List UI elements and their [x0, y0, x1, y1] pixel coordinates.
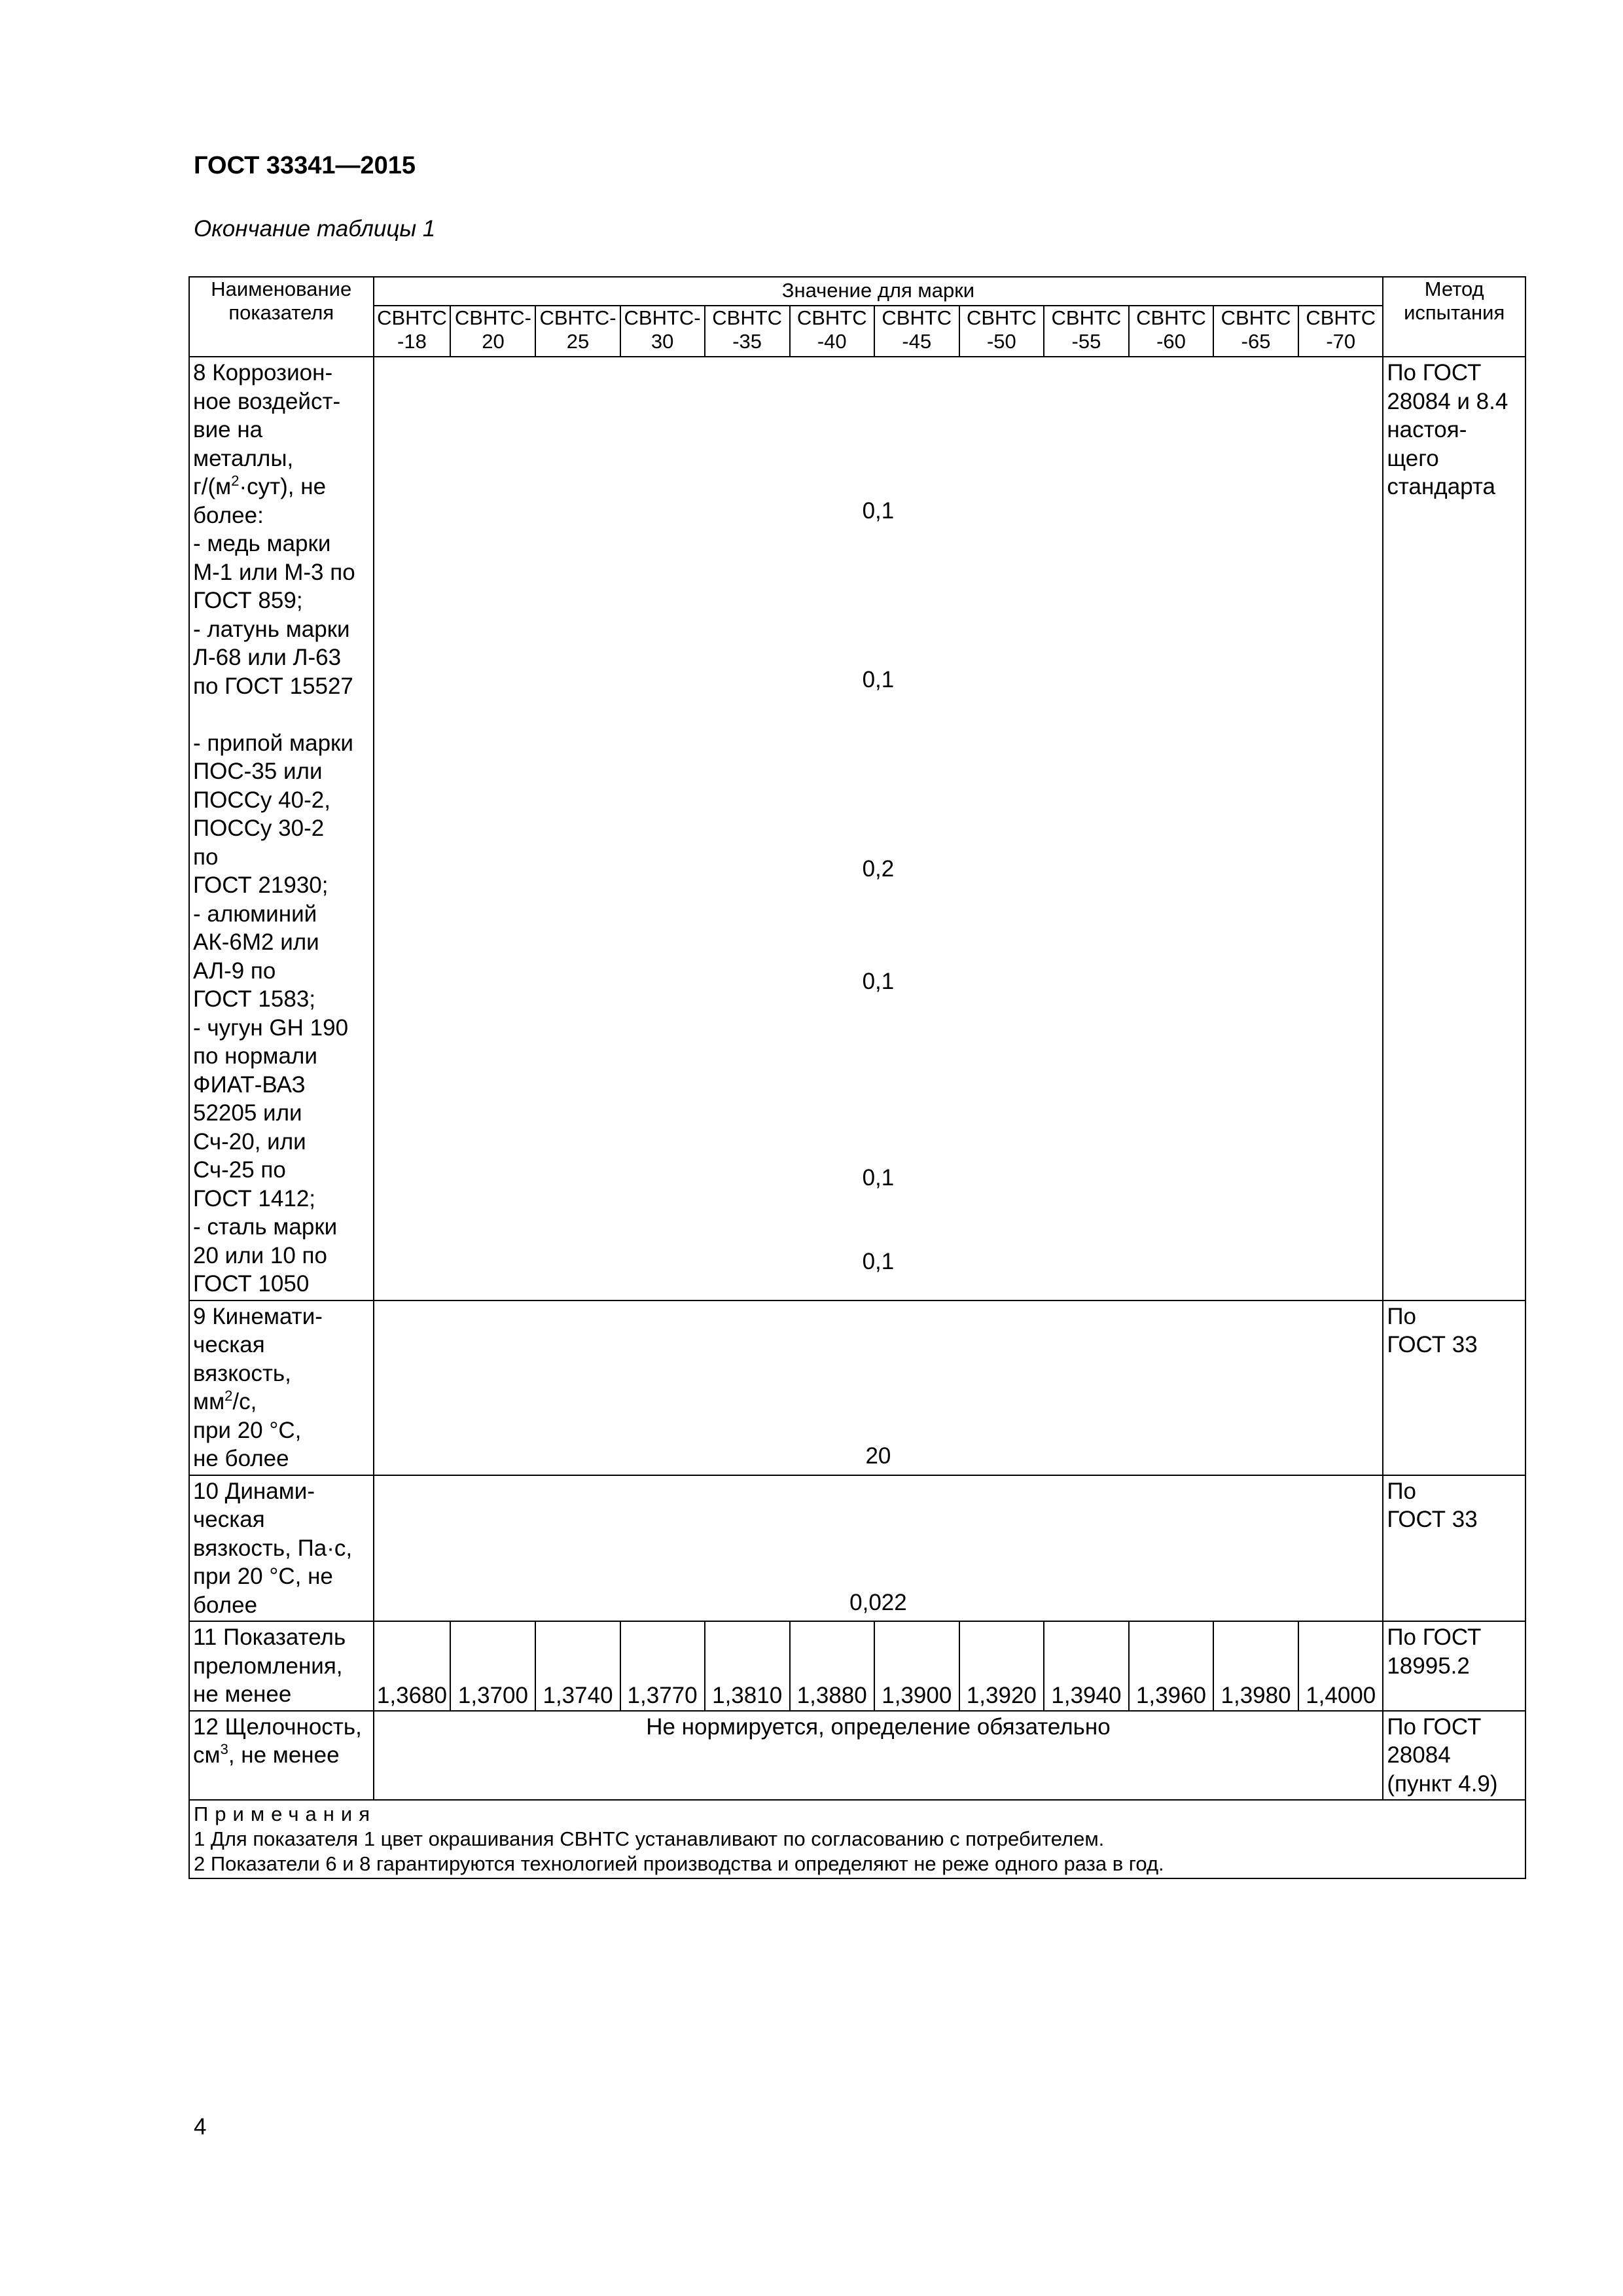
table-caption: Окончание таблицы 1 — [194, 216, 436, 242]
row12-method: По ГОСТ 28084 (пункт 4.9) — [1383, 1711, 1525, 1801]
mark-header: СВНТС -40 — [790, 306, 874, 357]
mark-header: СВНТС -55 — [1044, 306, 1129, 357]
mark-header: СВНТС -60 — [1129, 306, 1213, 357]
refractive-index-value: 1,3810 — [705, 1621, 790, 1711]
row8-method: По ГОСТ 28084 и 8.4 настоя- щего стандарта — [1383, 357, 1525, 1300]
value-kinematic-viscosity: 20 — [865, 1443, 891, 1469]
refractive-index-value: 1,3980 — [1213, 1621, 1298, 1711]
refractive-index-value: 1,3900 — [874, 1621, 959, 1711]
row11-method: По ГОСТ 18995.2 — [1383, 1621, 1525, 1711]
row9-values — [374, 1300, 1383, 1475]
mark-header: СВНТС- 25 — [535, 306, 620, 357]
note-item: 2 Показатели 6 и 8 гарантируются технологией производства и определяют не реже одного раза в год. — [194, 1852, 1164, 1875]
mark-header: СВНТС- 20 — [450, 306, 535, 357]
value-aluminium: 0,1 — [862, 969, 895, 994]
refractive-index-value: 1,4000 — [1298, 1621, 1383, 1711]
properties-table — [188, 276, 1526, 1879]
refractive-index-value: 1,3680 — [374, 1621, 451, 1711]
mark-header: СВНТС -50 — [959, 306, 1044, 357]
row11-name: 11 Показатель преломления, не менее — [189, 1621, 374, 1711]
mark-header: СВНТС -45 — [874, 306, 959, 357]
header-name: Наименование показателя — [189, 277, 374, 357]
refractive-index-value: 1,3940 — [1044, 1621, 1129, 1711]
document-title: ГОСТ 33341—2015 — [194, 152, 416, 179]
value-dynamic-viscosity: 0,022 — [849, 1589, 907, 1615]
page-number: 4 — [194, 2114, 207, 2140]
mark-header: СВНТС -35 — [705, 306, 790, 357]
mark-header: СВНТС -70 — [1298, 306, 1383, 357]
row9-name: 9 Кинемати- ческая вязкость, $мм^2/с$, при 20 °С, не более — [189, 1300, 374, 1475]
row8-values — [374, 357, 1383, 1300]
refractive-index-value: 1,3700 — [450, 1621, 535, 1711]
refractive-index-value: 1,3920 — [959, 1621, 1044, 1711]
refractive-index-value: 1,3770 — [620, 1621, 705, 1711]
mark-header: СВНТС -18 — [374, 306, 451, 357]
value-cast-iron: 0,1 — [862, 1165, 895, 1191]
header-value-group: Значение для марки — [374, 277, 1383, 306]
refractive-index-value: 1,3740 — [535, 1621, 620, 1711]
refractive-index-value: 1,3880 — [790, 1621, 874, 1711]
mark-header: СВНТС- 30 — [620, 306, 705, 357]
value-copper: 0,1 — [862, 498, 895, 524]
value-steel: 0,1 — [862, 1249, 895, 1274]
value-brass: 0,1 — [862, 667, 895, 692]
row8-name: 8 Коррозион- ное воздейст- вие на металлы, $г/(м^2\cdot сут)$, не более: - медь марки М-1 или М-3 по ГОСТ 859; - латунь марки Л-68 или Л-63 по ГОСТ 15527 - припой марки ПОС-35 или ПОССу 40-2, ПОССу 30-2 по ГОСТ 21930; - алюминий АК-6М2 или АЛ-9 по ГОСТ 1583; - чугун GH 190 по нормали ФИАТ-ВАЗ 52205 или Сч-20, или Сч-25 по ГОСТ 1412; - сталь марки 20 или 10 по ГОСТ 1050 — [189, 357, 374, 1300]
header-method: Метод испытания — [1383, 277, 1525, 357]
notes-title: Примечания — [194, 1803, 376, 1825]
refractive-index-value: 1,3960 — [1129, 1621, 1213, 1711]
row12-name: 12 Щелочность, $см^3$, не менее — [189, 1711, 374, 1801]
table-notes — [189, 1800, 1525, 1878]
value-solder: 0,2 — [862, 856, 895, 882]
row10-method: По ГОСТ 33 — [1383, 1475, 1525, 1622]
note-item: 1 Для показателя 1 цвет окрашивания СВНТС устанавливают по согласованию с потребителем. — [194, 1827, 1105, 1850]
row12-value: Не нормируется, определение обязательно — [374, 1711, 1383, 1801]
row10-values — [374, 1475, 1383, 1622]
row10-name: 10 Динами- ческая вязкость, Па·с, при 20 °С, не более — [189, 1475, 374, 1622]
mark-header: СВНТС -65 — [1213, 306, 1298, 357]
row9-method: По ГОСТ 33 — [1383, 1300, 1525, 1475]
